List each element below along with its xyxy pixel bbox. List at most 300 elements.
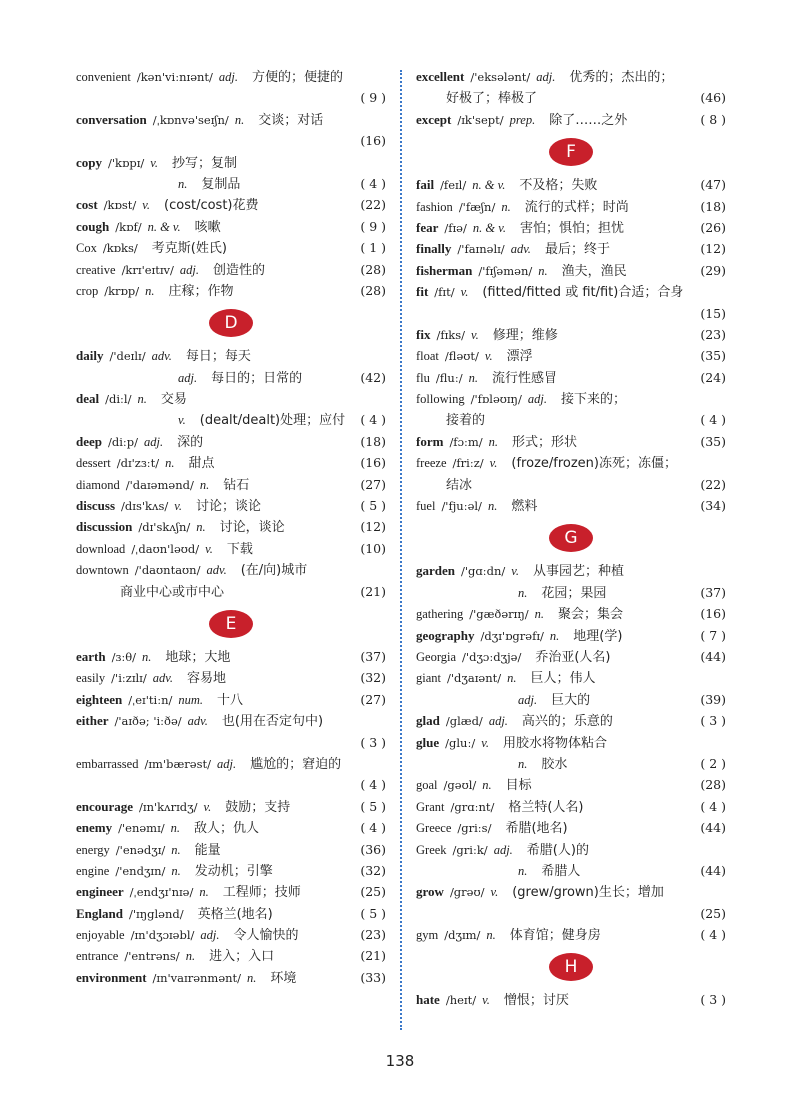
phonetic: /glæd/ — [445, 714, 483, 729]
meaning: 创造性的 — [213, 262, 266, 278]
part-of-speech: v. — [205, 541, 213, 556]
meaning: 燃料 — [511, 499, 538, 515]
part-of-speech: n. — [534, 607, 544, 622]
headword: Greek — [416, 842, 447, 857]
phonetic: /griːs/ — [457, 821, 492, 836]
headword: daily — [76, 348, 104, 364]
meaning: 环境 — [270, 970, 297, 986]
part-of-speech: n. — [468, 370, 478, 385]
headword: dessert — [76, 456, 111, 471]
entry-line — [76, 516, 386, 537]
entry-line — [76, 87, 386, 108]
unit-number: (44) — [700, 648, 726, 664]
part-of-speech: n. — [518, 585, 528, 600]
unit-number: (35) — [700, 433, 726, 449]
unit-number: (28) — [360, 282, 386, 298]
entry-line — [416, 881, 726, 902]
meaning-continued: 结冰 — [446, 477, 473, 493]
meaning: 目标 — [505, 778, 532, 794]
headword: copy — [76, 154, 102, 170]
part-of-speech: adj. — [536, 70, 556, 84]
part-of-speech: n. & v. — [472, 220, 506, 235]
unit-number: ( 3 ) — [700, 992, 726, 1008]
entry-line — [76, 495, 386, 516]
headword: freeze — [416, 456, 447, 471]
phonetic: /'iːzɪlɪ/ — [111, 671, 147, 686]
phonetic: /ˌdaʊn'ləʊd/ — [131, 541, 200, 556]
part-of-speech: adj. — [518, 692, 538, 707]
part-of-speech: adj. — [179, 262, 200, 277]
headword: cost — [76, 197, 98, 213]
unit-number: (33) — [360, 969, 386, 985]
meaning-continued: 商业中心或市中心 — [120, 584, 225, 600]
entry-line — [416, 710, 726, 731]
meaning: 体育馆；健身房 — [509, 928, 601, 944]
entry-line — [416, 409, 726, 430]
unit-number: (46) — [700, 90, 726, 106]
part-of-speech: v. — [471, 327, 479, 342]
entry-line — [76, 860, 386, 881]
part-of-speech: adv. — [206, 563, 227, 578]
headword: cough — [76, 218, 110, 234]
part-of-speech: n. — [518, 756, 528, 771]
part-of-speech: v. — [511, 564, 520, 579]
unit-number: ( 9 ) — [360, 218, 386, 234]
headword: environment — [76, 969, 147, 985]
entry-line — [416, 667, 726, 688]
meaning: 交谈；对话 — [258, 112, 324, 128]
entry-line — [76, 839, 386, 860]
entry-line — [76, 903, 386, 924]
headword: fashion — [416, 199, 453, 214]
phonetic: /'fjuːəl/ — [441, 499, 482, 514]
headword: conversation — [76, 111, 147, 127]
headword: goal — [416, 778, 438, 793]
section-header — [76, 602, 386, 646]
phonetic: /'entrəns/ — [124, 949, 180, 964]
unit-number: ( 8 ) — [700, 111, 726, 127]
entry-line — [76, 689, 386, 710]
entry-line — [416, 495, 726, 516]
part-of-speech: n. & v. — [147, 219, 181, 234]
entry-line — [416, 367, 726, 388]
meaning: (froze/frozen)冻死；冻僵； — [511, 456, 677, 472]
headword: encourage — [76, 798, 134, 814]
meaning: 庄稼；作物 — [168, 283, 234, 299]
meaning: 胶水 — [541, 756, 568, 772]
part-of-speech: n. — [234, 112, 245, 127]
entry-line — [416, 989, 726, 1010]
entry-line — [76, 409, 386, 430]
entry-line — [76, 774, 386, 795]
entry-line — [76, 924, 386, 945]
unit-number: ( 4 ) — [360, 777, 386, 793]
phonetic: /'fæʃn/ — [458, 199, 496, 214]
meaning: 修理；维修 — [492, 327, 558, 343]
meaning-continued: 接着的 — [446, 413, 486, 429]
section-header — [416, 130, 726, 174]
unit-number: (36) — [360, 841, 386, 857]
headword: fail — [416, 177, 435, 193]
phonetic: /fluː/ — [435, 370, 463, 385]
headword: fit — [416, 284, 429, 300]
phonetic: /'aɪðə; 'iːðə/ — [114, 714, 182, 729]
unit-number: ( 1 ) — [360, 240, 386, 256]
unit-number: (22) — [700, 476, 726, 492]
unit-number: (12) — [700, 241, 726, 257]
part-of-speech: adj. — [488, 714, 508, 729]
headword: gathering — [416, 607, 464, 622]
phonetic: /grɑːnt/ — [450, 799, 495, 814]
part-of-speech: n. — [142, 649, 152, 664]
meaning: 也(用在否定句中) — [221, 714, 324, 730]
unit-number: ( 4 ) — [360, 175, 386, 191]
entry-line — [416, 903, 726, 924]
meaning: 形式；形状 — [512, 434, 578, 450]
unit-number: (32) — [360, 670, 386, 686]
headword: engine — [76, 863, 110, 878]
entry-line — [416, 689, 726, 710]
entry-line — [76, 280, 386, 301]
entry-line — [76, 559, 386, 580]
entry-line — [76, 345, 386, 366]
phonetic: /gəʊl/ — [443, 778, 477, 793]
phonetic: /diːl/ — [105, 392, 132, 407]
part-of-speech: n. — [137, 392, 147, 407]
entry-line — [416, 839, 726, 860]
part-of-speech: adv. — [152, 671, 173, 686]
headword: easily — [76, 671, 106, 686]
phonetic: /ɪk'sept/ — [457, 112, 504, 127]
phonetic: /'fɒləʊɪŋ/ — [470, 392, 522, 407]
entry-line — [416, 324, 726, 345]
headword: energy — [76, 842, 110, 857]
meaning: 讨论；谈论 — [196, 499, 262, 515]
headword: float — [416, 349, 439, 364]
phonetic: /'enəmɪ/ — [118, 821, 165, 836]
headword: Greece — [416, 821, 452, 836]
entry-line — [76, 109, 386, 130]
entry-line — [416, 646, 726, 667]
part-of-speech: n. — [482, 778, 492, 793]
headword: Georgia — [416, 649, 457, 664]
meaning: 接下来的； — [560, 392, 626, 408]
part-of-speech: n. & v. — [472, 178, 506, 193]
phonetic: /dɪ'zɜːt/ — [116, 456, 160, 471]
meaning: 十八 — [217, 692, 244, 708]
entry-line — [416, 924, 726, 945]
entry-line — [416, 217, 726, 238]
unit-number: (42) — [360, 369, 386, 385]
unit-number: (22) — [360, 197, 386, 213]
part-of-speech: adj. — [200, 928, 220, 943]
entry-line — [416, 860, 726, 881]
unit-number: ( 4 ) — [700, 927, 726, 943]
phonetic: /ɪn'dʒɔɪəbl/ — [130, 928, 195, 943]
unit-number: (34) — [700, 498, 726, 514]
part-of-speech: n. — [170, 821, 180, 836]
meaning: 格兰特(人名) — [508, 799, 584, 815]
part-of-speech: v. — [174, 499, 182, 514]
section-letter-badge: F — [549, 138, 593, 166]
entry-line — [416, 109, 726, 130]
headword: hate — [416, 992, 440, 1008]
entry-line — [416, 625, 726, 646]
meaning: (在/向)城市 — [240, 563, 308, 579]
meaning: 每日；每天 — [185, 349, 251, 365]
meaning: 渔夫，渔民 — [561, 263, 627, 279]
unit-number: ( 5 ) — [360, 798, 386, 814]
part-of-speech: n. — [549, 628, 560, 643]
part-of-speech: n. — [199, 477, 210, 492]
meaning: 鼓励；支持 — [225, 799, 291, 815]
section-header — [76, 301, 386, 345]
part-of-speech: n. — [487, 499, 498, 514]
part-of-speech: v. — [482, 993, 490, 1008]
unit-number: (29) — [700, 262, 726, 278]
phonetic: /fɔːm/ — [449, 434, 483, 449]
phonetic: /ɪn'kʌrɪdʒ/ — [139, 799, 198, 814]
meaning: 容易地 — [186, 671, 226, 687]
part-of-speech: n. — [171, 863, 181, 878]
unit-number: (37) — [360, 648, 386, 664]
part-of-speech: n. — [507, 671, 517, 686]
headword: deal — [76, 391, 100, 407]
part-of-speech: n. — [538, 263, 548, 278]
meaning: 地球；大地 — [165, 649, 231, 665]
section-header — [416, 516, 726, 560]
entry-line — [416, 66, 726, 87]
headword: Grant — [416, 799, 445, 814]
entry-line — [416, 174, 726, 195]
headword: flu — [416, 370, 430, 385]
meaning: 每日的；日常的 — [211, 370, 303, 386]
phonetic: /feɪl/ — [440, 178, 467, 193]
meaning: 抄写；复制 — [172, 155, 238, 171]
unit-number: (35) — [700, 348, 726, 364]
headword: enjoyable — [76, 928, 125, 943]
meaning: 咳嗽 — [194, 219, 221, 235]
headword: except — [416, 111, 452, 127]
meaning: 考克斯(姓氏) — [151, 241, 227, 257]
unit-number: (44) — [700, 862, 726, 878]
part-of-speech: adj. — [178, 370, 198, 385]
phonetic: /'dʒɔːdʒjə/ — [462, 649, 522, 664]
meaning: 流行的式样；时尚 — [524, 199, 629, 215]
part-of-speech: n. — [488, 434, 499, 449]
unit-number: (32) — [360, 862, 386, 878]
entry-line — [416, 474, 726, 495]
headword: discuss — [76, 498, 116, 514]
section-letter-badge: G — [549, 524, 593, 552]
part-of-speech: adj. — [527, 392, 547, 407]
meaning: 从事园艺；种植 — [533, 564, 625, 580]
phonetic: /kɒks/ — [102, 241, 138, 256]
meaning: 进入；入口 — [209, 949, 275, 965]
headword: convenient — [76, 70, 131, 84]
phonetic: /ɜːθ/ — [111, 649, 137, 664]
headword: enemy — [76, 820, 113, 836]
headword: finally — [416, 241, 452, 257]
meaning-continued: 好极了；棒极了 — [446, 91, 538, 107]
meaning: (fitted/fitted 或 fit/fit)合适；合身 — [482, 285, 684, 301]
unit-number: (15) — [700, 305, 726, 321]
part-of-speech: v. — [178, 413, 186, 428]
unit-number: ( 5 ) — [360, 498, 386, 514]
unit-number: (16) — [360, 133, 386, 149]
unit-number: (27) — [360, 476, 386, 492]
phonetic: /diːp/ — [108, 434, 139, 449]
phonetic: /'faɪnəlɪ/ — [457, 242, 505, 257]
headword: Cox — [76, 241, 97, 256]
meaning: 交易 — [160, 392, 187, 408]
phonetic: /fɪt/ — [434, 285, 455, 300]
section-header — [416, 945, 726, 989]
unit-number: (23) — [700, 326, 726, 342]
meaning: 令人愉快的 — [233, 928, 299, 944]
part-of-speech: adj. — [144, 434, 164, 449]
phonetic: /'eksələnt/ — [470, 70, 531, 84]
headword: deep — [76, 433, 102, 449]
meaning: 发动机；引擎 — [194, 863, 273, 879]
meaning: 敌人；仇人 — [194, 821, 260, 837]
phonetic: /'fɪʃəmən/ — [478, 263, 533, 278]
entry-line — [76, 474, 386, 495]
headword: discussion — [76, 519, 133, 535]
right-column — [416, 66, 726, 1011]
entry-line — [416, 431, 726, 452]
meaning: 巨大的 — [551, 692, 591, 708]
unit-number: (28) — [700, 777, 726, 793]
unit-number: ( 2 ) — [700, 755, 726, 771]
part-of-speech: v. — [460, 285, 469, 300]
unit-number: (21) — [360, 583, 386, 599]
unit-number: (25) — [700, 905, 726, 921]
meaning: 英格兰(地名) — [197, 906, 273, 922]
headword: form — [416, 433, 444, 449]
meaning: (cost/cost)花费 — [164, 198, 259, 214]
meaning: 希腊(人)的 — [526, 842, 589, 858]
entry-line — [76, 431, 386, 452]
meaning: 地理(学) — [573, 628, 623, 644]
unit-number: (12) — [360, 519, 386, 535]
part-of-speech: num. — [178, 692, 204, 707]
unit-number: (26) — [700, 219, 726, 235]
entry-line — [76, 452, 386, 473]
part-of-speech: v. — [484, 349, 493, 364]
headword: engineer — [76, 884, 124, 900]
part-of-speech: n. — [145, 283, 155, 298]
phonetic: /'deɪlɪ/ — [109, 349, 146, 364]
phonetic: /'gæðərɪŋ/ — [469, 607, 529, 622]
phonetic: /fləʊt/ — [444, 349, 479, 364]
headword: crop — [76, 283, 99, 298]
part-of-speech: prep. — [509, 112, 536, 127]
phonetic: /kɒst/ — [103, 198, 137, 213]
phonetic: /krɒp/ — [104, 283, 140, 298]
entry-line — [76, 237, 386, 258]
part-of-speech: n. — [185, 949, 196, 964]
part-of-speech: adj. — [216, 756, 237, 771]
entry-line — [416, 560, 726, 581]
part-of-speech: adv. — [510, 242, 531, 257]
unit-number: (44) — [700, 820, 726, 836]
entry-line — [76, 796, 386, 817]
part-of-speech: n. — [199, 885, 209, 900]
part-of-speech: v. — [481, 735, 489, 750]
entry-line — [76, 152, 386, 173]
headword: earth — [76, 648, 106, 664]
phonetic: /'kɒpɪ/ — [108, 155, 145, 170]
headword: eighteen — [76, 691, 123, 707]
headword: fuel — [416, 499, 436, 514]
entry-line — [416, 345, 726, 366]
part-of-speech: v. — [203, 799, 212, 814]
part-of-speech: n. — [518, 863, 528, 878]
entry-line — [76, 388, 386, 409]
unit-number: (21) — [360, 948, 386, 964]
phonetic: /dɪ'skʌʃn/ — [138, 520, 191, 535]
section-letter-badge: D — [209, 309, 253, 337]
headword: either — [76, 713, 109, 729]
entry-line — [76, 753, 386, 774]
meaning: 聚会；集会 — [558, 607, 624, 623]
meaning: 方便的；便捷的 — [252, 70, 344, 85]
entry-line — [76, 367, 386, 388]
meaning: 尴尬的；窘迫的 — [250, 756, 342, 772]
entry-line — [416, 603, 726, 624]
unit-number: ( 7 ) — [700, 627, 726, 643]
headword: garden — [416, 563, 455, 579]
unit-number: ( 4 ) — [700, 798, 726, 814]
phonetic: /'endʒɪn/ — [115, 863, 166, 878]
entry-line — [76, 194, 386, 215]
headword: download — [76, 541, 126, 556]
entry-line — [76, 130, 386, 151]
meaning: 流行性感冒 — [491, 370, 557, 386]
unit-number: ( 5 ) — [360, 905, 386, 921]
entry-line — [416, 238, 726, 259]
meaning: 优秀的；杰出的； — [569, 70, 674, 85]
part-of-speech: v. — [150, 155, 159, 170]
meaning: 最后；终于 — [544, 242, 610, 258]
unit-number: (23) — [360, 927, 386, 943]
unit-number: (37) — [700, 584, 726, 600]
entry-line — [76, 173, 386, 194]
entry-line — [76, 259, 386, 280]
entry-line — [416, 732, 726, 753]
unit-number: (47) — [700, 177, 726, 193]
phonetic: /friːz/ — [452, 456, 484, 471]
part-of-speech: n. — [196, 520, 206, 535]
headword: glue — [416, 734, 440, 750]
headword: creative — [76, 262, 116, 277]
entry-line — [76, 817, 386, 838]
unit-number: ( 9 ) — [360, 90, 386, 106]
meaning: 甜点 — [188, 456, 215, 472]
part-of-speech: adv. — [187, 714, 208, 729]
meaning: 工程师；技师 — [222, 885, 301, 901]
part-of-speech: n. — [501, 199, 511, 214]
meaning: 巨人；伟人 — [530, 671, 596, 687]
part-of-speech: adv. — [151, 349, 172, 364]
unit-number: ( 3 ) — [360, 734, 386, 750]
part-of-speech: n. — [486, 928, 496, 943]
entry-line — [416, 452, 726, 473]
phonetic: /dɪs'kʌs/ — [121, 499, 169, 514]
headword: geography — [416, 627, 475, 643]
entry-line — [416, 796, 726, 817]
